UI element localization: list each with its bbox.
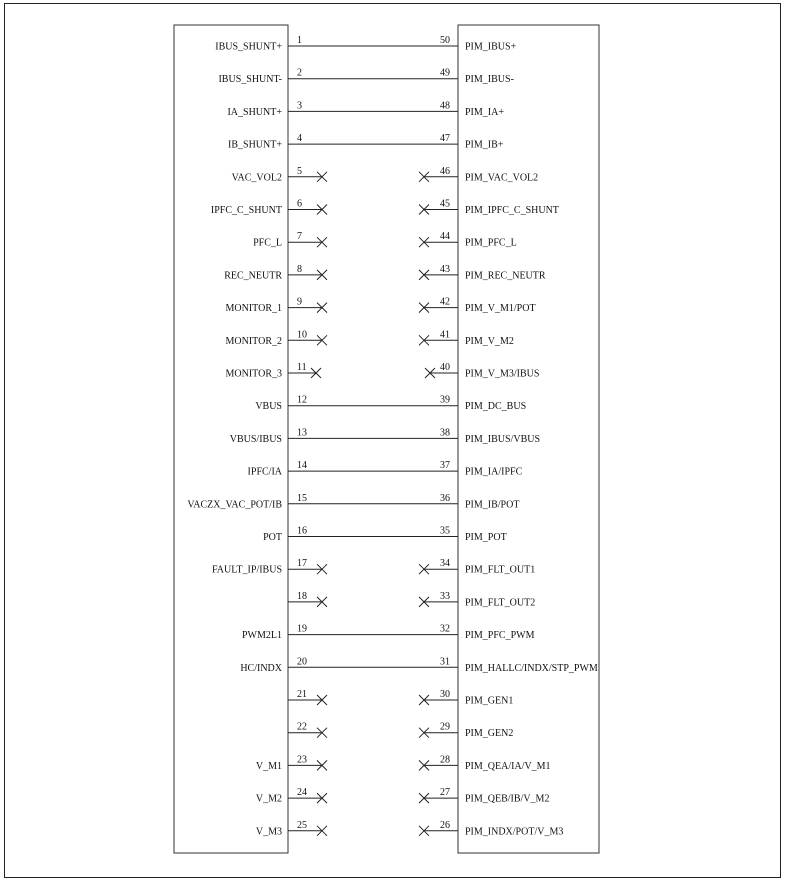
right-pin-label: PIM_IA/IPFC	[465, 466, 523, 478]
right-pin-label: PIM_GEN1	[465, 695, 514, 707]
left-pin-label: VACZX_VAC_POT/IB	[187, 499, 282, 511]
left-pin-number: 24	[297, 787, 307, 799]
left-pin-number: 18	[297, 590, 307, 602]
right-pin-label: PIM_VAC_VOL2	[465, 172, 539, 184]
right-pin-label: PIM_POT	[465, 532, 507, 543]
right-pin-label: PIM_IB/POT	[465, 499, 520, 511]
right-pin-number: 30	[440, 689, 450, 700]
right-pin-number: 48	[440, 100, 450, 112]
left-pin-number: 3	[297, 100, 302, 112]
right-pin-label: PIM_DC_BUS	[465, 401, 527, 413]
right-pin-label: PIM_QEB/IB/V_M2	[465, 793, 550, 805]
right-pin-number: 31	[440, 656, 450, 668]
right-pin-number: 47	[440, 133, 450, 145]
left-pin-label: HC/INDX	[240, 662, 282, 674]
right-pin-label: PIM_HALLC/INDX/STP_PWM	[465, 662, 598, 674]
left-pin-label: V_M3	[255, 826, 282, 838]
left-pin-number: 2	[297, 67, 302, 79]
right-pin-number: 33	[440, 590, 450, 602]
left-pin-number: 22	[297, 721, 307, 733]
right-pin-label: PIM_V_M1/POT	[465, 303, 536, 315]
left-pin-label: IA_SHUNT+	[227, 106, 282, 118]
right-pin-number: 50	[440, 35, 450, 46]
right-pin-number: 42	[440, 296, 450, 308]
left-pin-label: MONITOR_1	[225, 303, 282, 315]
left-pin-label: POT	[263, 532, 282, 543]
right-pin-label: PIM_PFC_L	[465, 237, 517, 249]
right-pin-number: 28	[440, 754, 450, 766]
left-pin-label: VBUS/IBUS	[229, 433, 282, 445]
right-pin-number: 34	[440, 558, 450, 570]
right-pin-label: PIM_GEN2	[465, 728, 514, 740]
right-pin-label: PIM_PFC_PWM	[465, 630, 535, 642]
left-pin-number: 12	[297, 394, 307, 406]
left-pin-number: 19	[297, 623, 307, 635]
right-pin-label: PIM_IPFC_C_SHUNT	[465, 205, 559, 216]
left-pin-number: 25	[297, 819, 307, 831]
left-pin-label: V_M1	[255, 760, 282, 772]
left-pin-number: 8	[297, 263, 302, 275]
left-pin-number: 17	[297, 558, 307, 570]
left-pin-label: IPFC/IA	[247, 466, 282, 478]
right-pin-number: 40	[440, 362, 450, 373]
left-pin-label: IB_SHUNT+	[228, 139, 282, 151]
right-pin-label: PIM_QEA/IA/V_M1	[465, 760, 551, 772]
right-pin-number: 46	[440, 165, 450, 177]
left-pin-number: 7	[297, 231, 302, 243]
left-pin-label: V_M2	[255, 793, 282, 805]
right-pin-label: PIM_REC_NEUTR	[465, 270, 546, 282]
left-pin-number: 9	[297, 296, 302, 308]
left-pin-label: MONITOR_3	[225, 368, 282, 380]
left-pin-label: VAC_VOL2	[231, 172, 282, 184]
right-pin-label: PIM_INDX/POT/V_M3	[465, 826, 564, 838]
left-pin-label: IBUS_SHUNT-	[218, 74, 282, 86]
right-pin-label: PIM_V_M3/IBUS	[465, 368, 540, 380]
left-pin-number: 13	[297, 427, 307, 439]
right-pin-label: PIM_V_M2	[465, 335, 514, 347]
left-pin-label: PWM2L1	[242, 630, 282, 642]
right-pin-label: PIM_IBUS+	[465, 41, 517, 53]
left-pin-number: 15	[297, 492, 307, 504]
left-pin-number: 20	[297, 656, 307, 668]
right-pin-number: 36	[440, 492, 450, 504]
left-pin-number: 11	[297, 362, 307, 373]
right-pin-number: 49	[440, 67, 450, 79]
left-pin-label: REC_NEUTR	[224, 270, 282, 282]
right-pin-number: 43	[440, 263, 450, 275]
left-pin-label: PFC_L	[253, 237, 282, 249]
pin-rows	[187, 35, 598, 837]
left-pin-label: FAULT_IP/IBUS	[211, 564, 282, 576]
left-pin-label: IBUS_SHUNT+	[215, 41, 282, 53]
right-pin-number: 38	[440, 427, 450, 439]
left-pin-number: 21	[297, 689, 307, 700]
left-pin-number: 6	[297, 198, 302, 210]
right-pin-number: 29	[440, 721, 450, 733]
left-pin-number: 4	[297, 133, 302, 145]
right-pin-number: 44	[440, 231, 450, 243]
left-pin-label: VBUS	[255, 401, 282, 413]
right-pin-label: PIM_IA+	[465, 106, 504, 118]
right-pin-number: 35	[440, 525, 450, 537]
left-pin-number: 16	[297, 525, 307, 537]
right-pin-number: 41	[440, 329, 450, 341]
right-pin-number: 27	[440, 787, 450, 799]
right-pin-label: PIM_IBUS-	[465, 74, 514, 86]
left-pin-number: 5	[297, 165, 302, 177]
left-pin-number: 23	[297, 754, 307, 766]
right-pin-label: PIM_IB+	[465, 139, 504, 151]
left-pin-number: 1	[297, 35, 302, 46]
left-pin-number: 10	[297, 329, 307, 341]
right-pin-label: PIM_FLT_OUT2	[465, 597, 536, 609]
right-pin-number: 37	[440, 460, 450, 472]
right-pin-label: PIM_FLT_OUT1	[465, 564, 536, 576]
right-pin-number: 32	[440, 623, 450, 635]
right-pin-label: PIM_IBUS/VBUS	[465, 433, 541, 445]
right-pin-number: 26	[440, 819, 450, 831]
left-pin-number: 14	[297, 460, 307, 472]
left-pin-label: MONITOR_2	[225, 335, 282, 347]
right-pin-number: 39	[440, 394, 450, 406]
left-pin-label: IPFC_C_SHUNT	[210, 205, 282, 216]
right-pin-number: 45	[440, 198, 450, 210]
